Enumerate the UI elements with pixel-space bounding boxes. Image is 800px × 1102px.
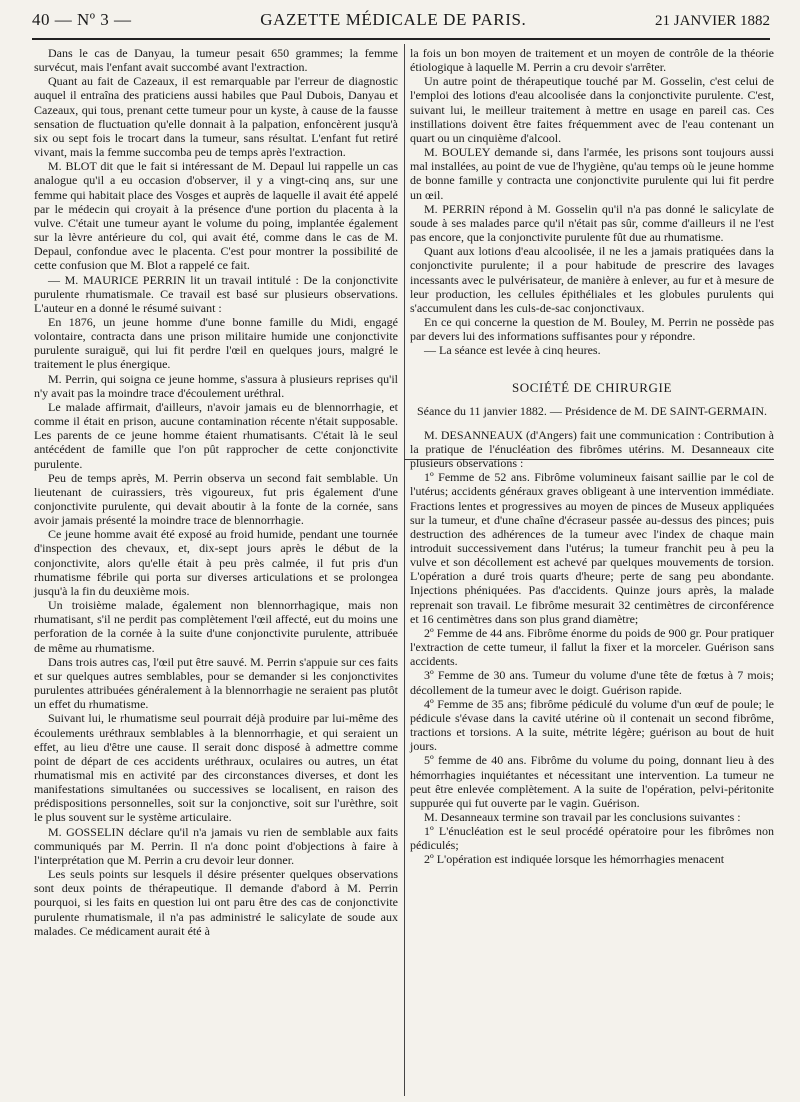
journal-title: GAZETTE MÉDICALE DE PARIS.	[260, 10, 527, 29]
paragraph: Le malade affirmait, d'ailleurs, n'avoir jamais eu de blennorrhagie, et comme il était en prison, aucune contamination récente n'était supposable. Les parents de ce jeune homme étaient rhumatisants. C'était là le seul antécédent de famille que l'on pût rapprocher de cette conjonctivite purulente.	[34, 399, 398, 471]
page-number: 40 — Nº 3 —	[32, 10, 132, 29]
list-item: 1º L'énucléation est le seul procédé opératoire pour les fibrômes non pédiculés;	[410, 824, 774, 853]
paragraph: M. PERRIN répond à M. Gosselin qu'il n'a pas donné le salicylate de soude à ses malades parce qu'il n'était pas sûr, comme d'ailleurs il ne l'est pas encore, que la conjonctivite purulente fût due au rhumatisme.	[410, 201, 774, 245]
paragraph: En 1876, un jeune homme d'une bonne famille du Midi, engagé volontaire, contracta dans une prison militaire humide une conjonctivite purulente suraiguë, qui lui fit perdre l'œil en quelques jours, malgré le traitement le plus énergique.	[34, 314, 398, 372]
list-item: 3º Femme de 30 ans. Tumeur du volume d'une tête de fœtus à 7 mois; décollement de la tumeur avec le doigt. Guérison rapide.	[410, 668, 774, 697]
paragraph: M. Perrin, qui soigna ce jeune homme, s'assura à plusieurs reprises qu'il n'y avait pas la moindre trace d'écoulement uréthral.	[34, 371, 398, 400]
list-item: 5º femme de 40 ans. Fibrôme du volume du poing, donnant lieu à des hémorrhagies inquiétantes et nécessitant une intervention. La tumeur ne peut être enlevée complètement. A la suite de l'opération, pelvi-péritonite suppurée qui fut ouverte par le vagin. Guérison.	[410, 753, 774, 810]
conclusions-list	[410, 824, 774, 866]
paragraph: Un autre point de thérapeutique touché par M. Gosselin, c'est celui de l'emploi des lotions d'eau alcoolisée dans la conjonctivite purulente. C'est, suivant lui, le meilleur traitement à mettre en usage en pareil cas. Ces instillations doivent être faites fréquemment avec de l'eau contenant un quart ou un cinquième d'alcool.	[410, 74, 774, 145]
list-item: 2º L'opération est indiquée lorsque les hémorrhagies menacent	[424, 852, 725, 867]
column-divider	[404, 44, 405, 1096]
paragraph: Ce jeune homme avait été exposé au froid humide, pendant une tournée d'inspection des chevaux, et, dix-sept jours après le début de la conjonctivite, alors qu'elle était à peu près calmée, il fut pris d'un rhumatisme fébrile qui porta sur diverses articulations et se prolongea jusqu'à la fin du deuxième mois.	[34, 527, 398, 598]
observations-list	[410, 470, 774, 810]
paragraph: Les seuls points sur lesquels il désire présenter quelques observations sont deux points de thérapeutique. Il demande d'abord à M. Perrin pourquoi, si les faits en question lui ont paru être des cas de conjonctivite purulente rhumatismale, il n'a pas administré le salicylate de soude aux malades. Ce médicament aurait été à	[34, 867, 398, 938]
section-title: SOCIÉTÉ DE CHIRURGIE	[511, 380, 673, 396]
paragraph: la fois un bon moyen de traitement et un moyen de contrôle de la théorie étiologique à laquelle M. Perrin a cru devoir s'arrêter.	[410, 46, 774, 75]
paragraph: En ce qui concerne la question de M. Bouley, M. Perrin ne possède pas par devers lui des informations suffisantes pour y répondre.	[410, 314, 774, 344]
session-line: Séance du 11 janvier 1882. — Présidence de M. DE SAINT-GERMAIN.	[416, 403, 768, 418]
paragraph: M. BLOT dit que le fait si intéressant de M. Depaul lui rappelle un cas analogue qu'il a eu occasion d'observer, il y a vingt-cinq ans, sur une femme qui habitait place des Vosges et auprès de laquelle il avait été appelé par le médecin qui croyait à la présence d'une portion du placenta à la vulve. C'était une tumeur ayant le volume du poing, implantée également sur la lèvre antérieure du col, qui avait été, comme dans le cas de M. Depaul, confondue avec le placenta. C'est pour montrer la possibilité de cette confusion que M. Blot a rappelé ce fait.	[34, 159, 398, 273]
right-column	[410, 46, 774, 867]
paragraph: Peu de temps après, M. Perrin observa un second fait semblable. Un lieutenant de cuirassiers, très vigoureux, fut pris également d'une conjonctivite purulente, qui devait aboutir à la fonte de la cornée, sans avoir jamais présenté la moindre trace de blennorrhagie.	[34, 470, 398, 528]
paragraph: Dans le cas de Danyau, la tumeur pesait 650 grammes; la femme survécut, mais l'enfant avait succombé avant l'extraction.	[34, 46, 398, 75]
left-column	[34, 46, 398, 938]
paragraph: — La séance est levée à cinq heures.	[424, 343, 601, 358]
page-header	[32, 10, 770, 40]
paragraph: Quant au fait de Cazeaux, il est remarquable par l'erreur de diagnostic auquel il entraîna des praticiens aussi habiles que Paul Dubois, Danyau et Cazeaux, qui tous, prenant cette tumeur pour un kyste, à cause de la fausse sensation de fluctuation qu'elle donnait à la palpation, enfoncèrent jusqu'à six ou sept fois le trocart dans la tumeur, sans résultat. L'enfant fut retiré vivant, mais la femme succomba peu de temps après l'extraction.	[34, 74, 398, 160]
issue-date: 21 JANVIER 1882	[655, 13, 770, 29]
list-item: 1º Femme de 52 ans. Fibrôme volumineux faisant saillie par le col de l'utérus; accidents généraux graves obligeant à une intervention immédiate. Fractions lentes et progressives au moyen de pinces de Museux appliquées sur la tumeur, et d'une chaîne d'écraseur passée au-dessus des pinces; puis destruction des adhérences de la tumeur avec l'index de chaque main introduit successivement dans l'utérus; la tumeur franchit peu à peu la vulve et son décollement est achevé par quelques mouvements de torsion. L'opération a duré trois quarts d'heure; perte de sang peu abondante. Injections phéniquées. Pas d'accidents. Quinze jours après, la malade reprenait son travail. Le fibrôme mesurait 32 centimètres de circonférence et 16 centimètres dans son plus grand diamètre;	[410, 470, 774, 626]
paragraph: Un troisième malade, également non blennorrhagique, mais non rhumatisant, s'il ne perdit pas complètement l'œil affecté, eut du moins une perforation de la cornée à la suite d'une conjonctivite purulente, attribuée de même au rhumatisme.	[34, 598, 398, 655]
paragraph: — M. MAURICE PERRIN lit un travail intitulé : De la conjonctivite purulente rhumatismale. Ce travail est basé sur plusieurs observations. L'auteur en a donné le résumé suivant :	[34, 272, 398, 315]
list-item: 2º Femme de 44 ans. Fibrôme énorme du poids de 900 gr. Pour pratiquer l'extraction de cette tumeur, il fallut la fixer et la morceler. Guérison sans accidents.	[410, 625, 774, 669]
paragraph: M. DESANNEAUX (d'Angers) fait une communication : Contribution à la pratique de l'énucléation des fibrômes utérins. M. Desanneaux cite plusieurs observations :	[410, 427, 774, 471]
paragraph: M. BOULEY demande si, dans l'armée, les prisons sont toujours aussi mal installées, au point de vue de l'hygiène, qu'au temps où le jeune homme de bonne famille y contracta une conjonctivite purulente qui lui fit perdre un œil.	[410, 145, 774, 202]
paragraph: M. GOSSELIN déclare qu'il n'a jamais vu rien de semblable aux faits communiqués par M. Perrin. Il n'a donc point d'objections à faire à l'interprétation que M. Perrin a cru devoir leur donner.	[34, 824, 398, 867]
paragraph: Quant aux lotions d'eau alcoolisée, il ne les a jamais pratiquées dans la conjonctivite purulente; il a pour habitude de prescrire des lavages incessants avec le pulvérisateur, de manière à enlever, au fur et à mesure de leur production, les cellules épithéliales et les globules purulents qui s'accumulent dans les culs-de-sac conjonctivaux.	[410, 244, 774, 315]
paragraph: M. Desanneaux termine son travail par les conclusions suivantes :	[424, 809, 741, 824]
list-item: 4º Femme de 35 ans; fibrôme pédiculé du volume d'un œuf de poule; le pédicule s'évase dans la cavité utérine où il contenait un second fibrôme, tractions et torsions. A la suite, métrite légère; guérison au bout de huit jours.	[410, 696, 774, 754]
paragraph: Suivant lui, le rhumatisme seul pourrait déjà produire par lui-même des écoulements uréthraux semblables à la blennorrhagie, et qui seraient un effet, au lieu d'être une cause. Il serait donc disposé à admettre comme point de départ de ces accidents uréthraux, oculaires ou autres, un état rhumatismal mis en activité par des circonstances diverses, et dont les manifestations simultanées ou successives se localisent, en raison des prédispositions personnelles, soit sur la conjonctive, soit sur l'urèthre, soit le plus souvent sur le système articulaire.	[34, 711, 398, 825]
spacer	[410, 357, 774, 381]
paragraph: Dans trois autres cas, l'œil put être sauvé. M. Perrin s'appuie sur ces faits et sur quelques autres semblables, pour se demander si les conjonctivites purulentes attribuées généralement à la blennorrhagie ne seraient pas plutôt un effet du rhumatisme.	[34, 654, 398, 712]
